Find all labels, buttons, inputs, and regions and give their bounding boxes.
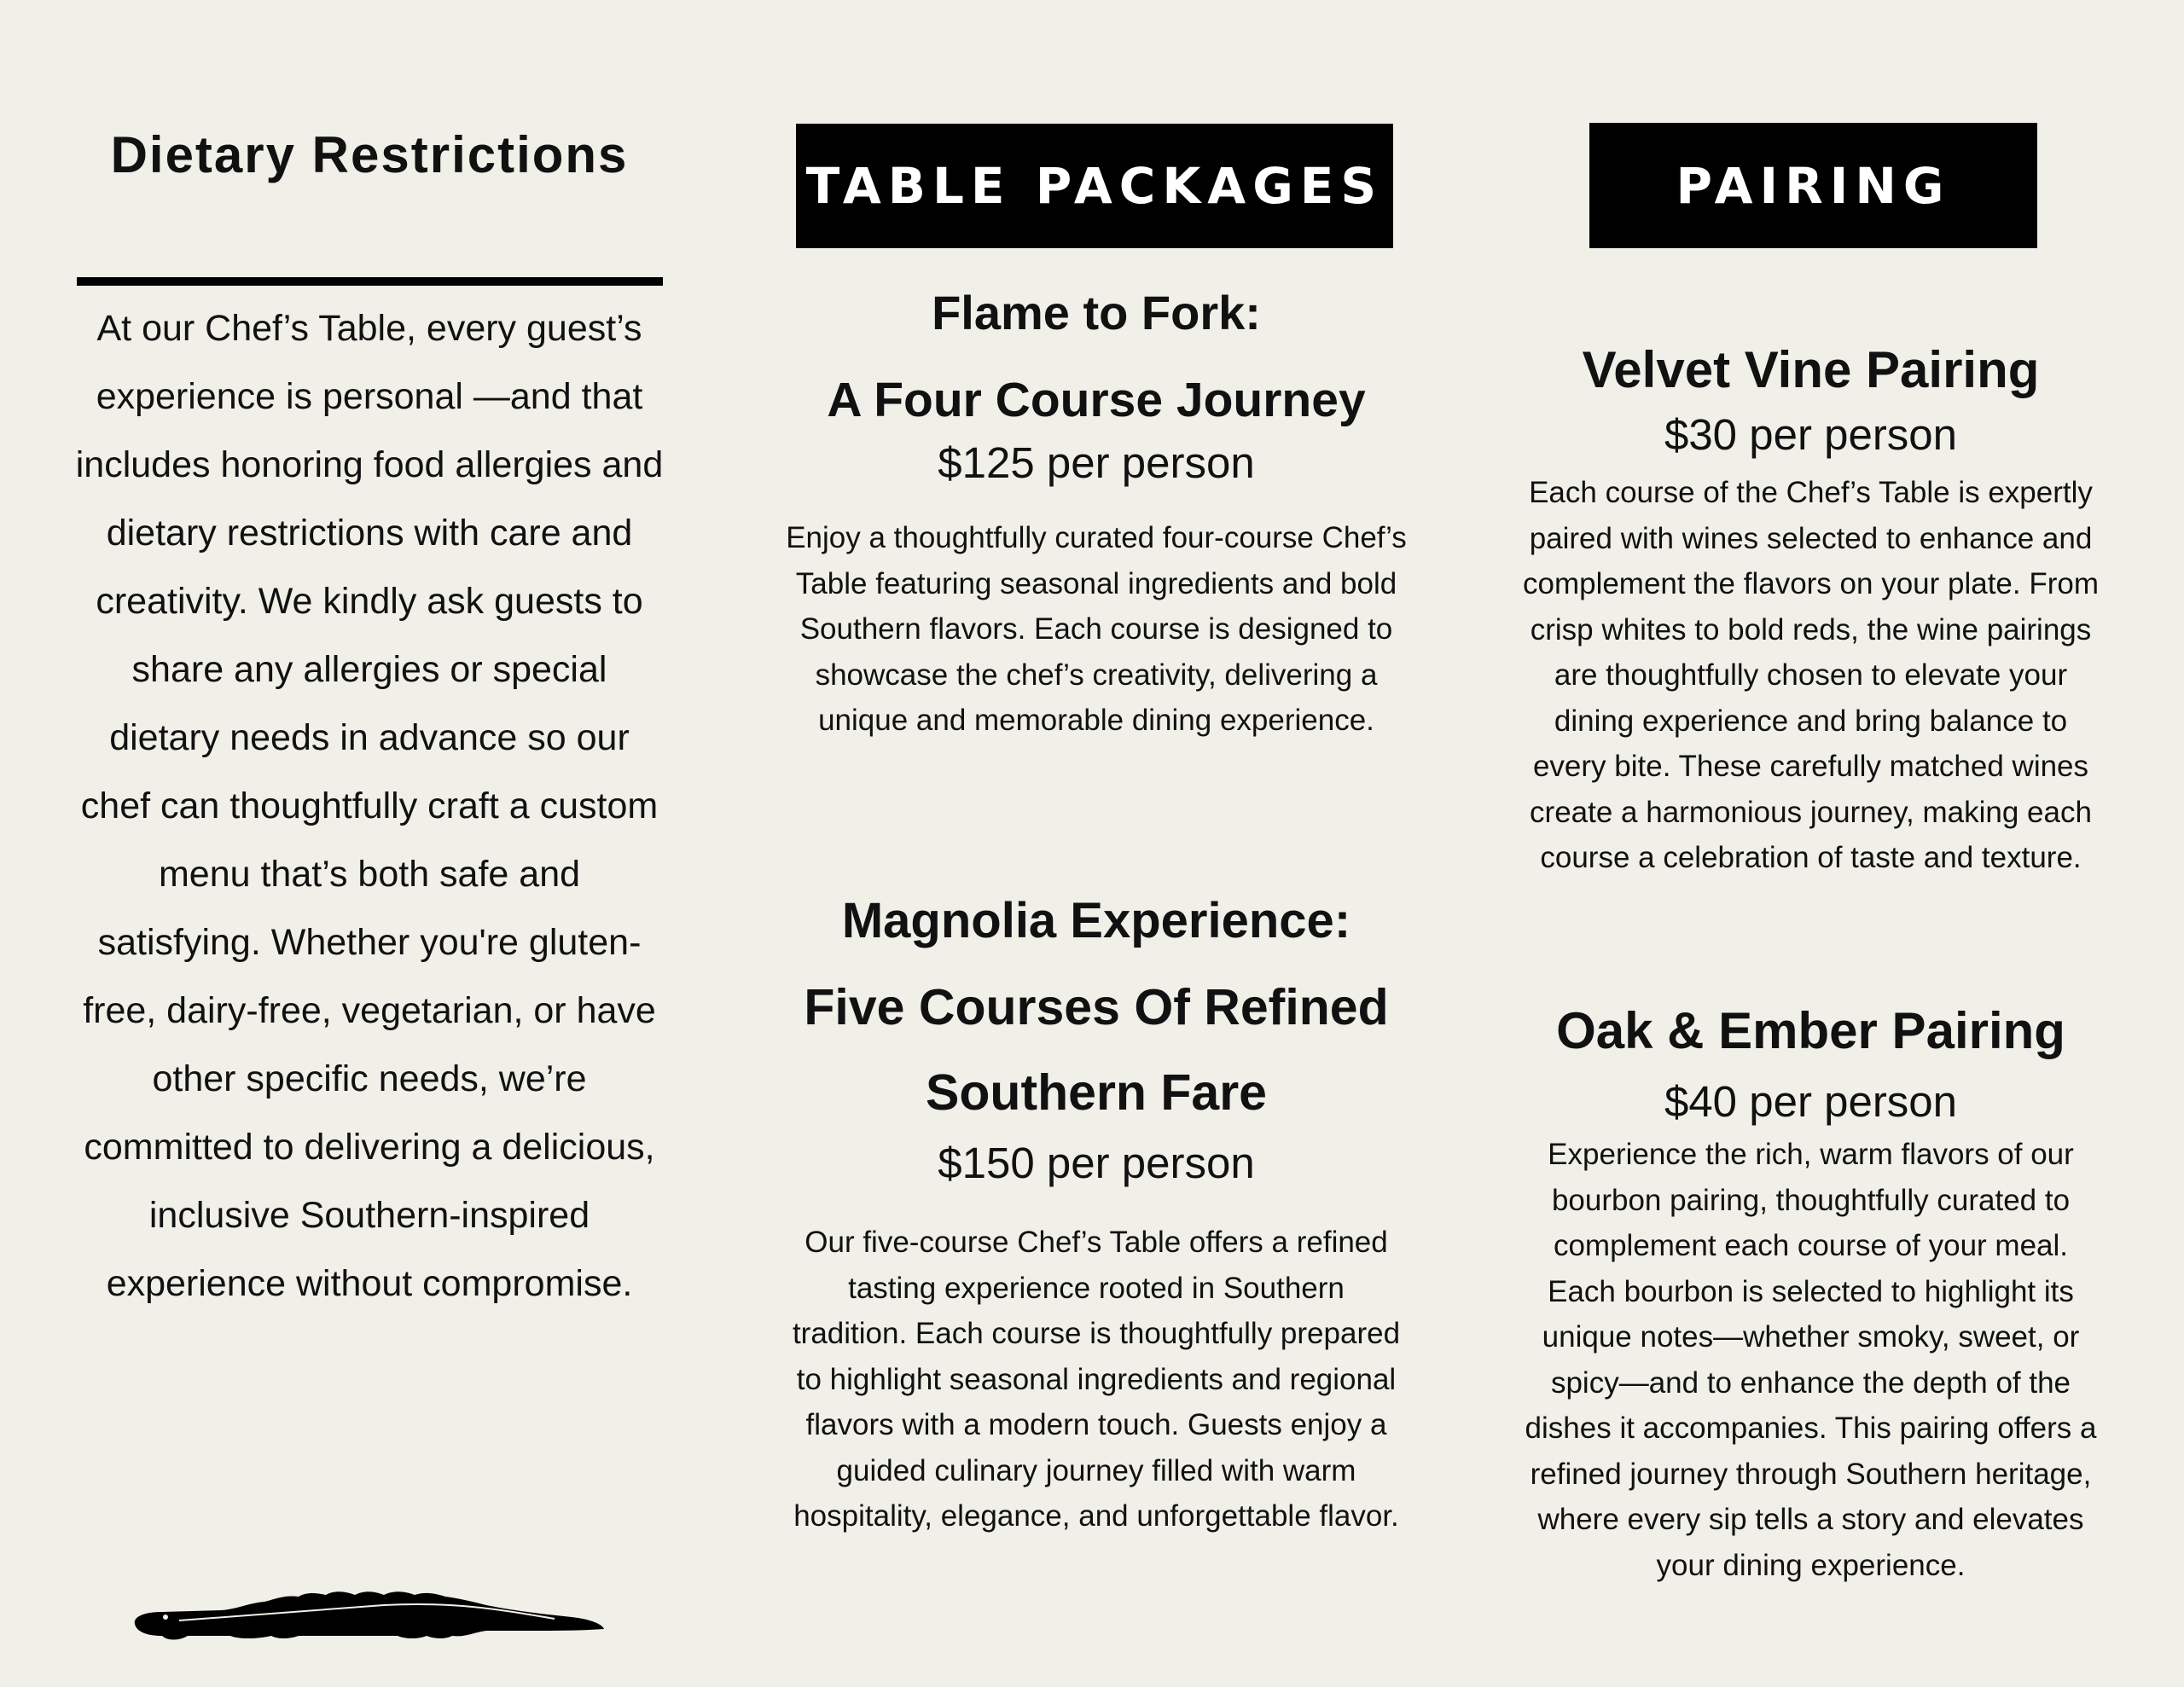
- package-price: $150 per person: [938, 1139, 1255, 1187]
- table-packages-header-text: TABLE PACKAGES: [805, 157, 1384, 215]
- package-title-line3: Southern Fare: [926, 1064, 1267, 1121]
- dietary-body: At our Chef’s Table, every guest’s experience is personal —and that includes honoring food allergies and dietary restrictions with care and creativity. We kindly ask guests to share any allergies or special dietary needs in advance so our chef can thoughtfully craft a custom menu that’s both safe and satisfying. Whether you're gluten-free, dairy-free, vegetarian, or have other specific needs, we’re committed to delivering a delicious, inclusive Southern-inspired experience without compromise.: [75, 308, 664, 1304]
- pairing-title: Velvet Vine Pairing: [1582, 341, 2040, 398]
- pairing-price: $40 per person: [1664, 1077, 1958, 1126]
- pairing-title: Oak & Ember Pairing: [1556, 1002, 2065, 1059]
- pairing-description: Experience the rich, warm flavors of our bourbon pairing, thoughtfully curated to complement each course of your meal. Each bourbon is selected to highlight its unique notes—whether smoky, sweet, or spicy—and to enhance the depth of the dishes it accompanies. This pairing offers a refined journey through Southern heritage, where every sip tells a story and elevates your dining experience.: [1525, 1138, 2097, 1582]
- package-price: $125 per person: [938, 438, 1255, 487]
- package-title-line2: Five Courses Of Refined: [804, 979, 1389, 1035]
- package-title-line1: Magnolia Experience:: [841, 893, 1351, 948]
- alligator-icon: [128, 1586, 606, 1644]
- package-title-line1: Flame to Fork:: [932, 286, 1261, 339]
- pairing-section: [1506, 0, 2116, 1687]
- package-title-line2: A Four Course Journey: [827, 373, 1366, 427]
- pairing-description: Each course of the Chef’s Table is expertly paired with wines selected to enhance and complement the flavors on your plate. From crisp whites to bold reds, the wine pairings are thoughtfully chosen to elevate your dining experience and bring balance to every bite. These carefully matched wines create a harmonious journey, making each course a celebration of taste and texture.: [1522, 476, 2099, 874]
- dietary-title-text: Dietary Restrictions: [110, 126, 629, 183]
- packages-section: [764, 0, 1429, 1687]
- pairing-header-text: PAIRING: [1676, 156, 1951, 215]
- pairing-price: $30 per person: [1664, 410, 1958, 459]
- dietary-section: [75, 0, 664, 1687]
- package-description: Enjoy a thoughtfully curated four-course Chef’s Table featuring seasonal ingredients and bold Southern flavors. Each course is designed to showcase the chef’s creativity, delivering a unique and memorable dining experience.: [786, 521, 1407, 737]
- dietary-title: [75, 118, 664, 192]
- dietary-divider: [77, 277, 663, 286]
- package-description: Our five-course Chef’s Table offers a refined tasting experience rooted in Southern tradition. Each course is thoughtfully prepared to highlight seasonal ingredients and regional flavors with a modern touch. Guests enjoy a guided culinary journey filled with warm hospitality, elegance, and unforgettable flavor.: [792, 1226, 1401, 1533]
